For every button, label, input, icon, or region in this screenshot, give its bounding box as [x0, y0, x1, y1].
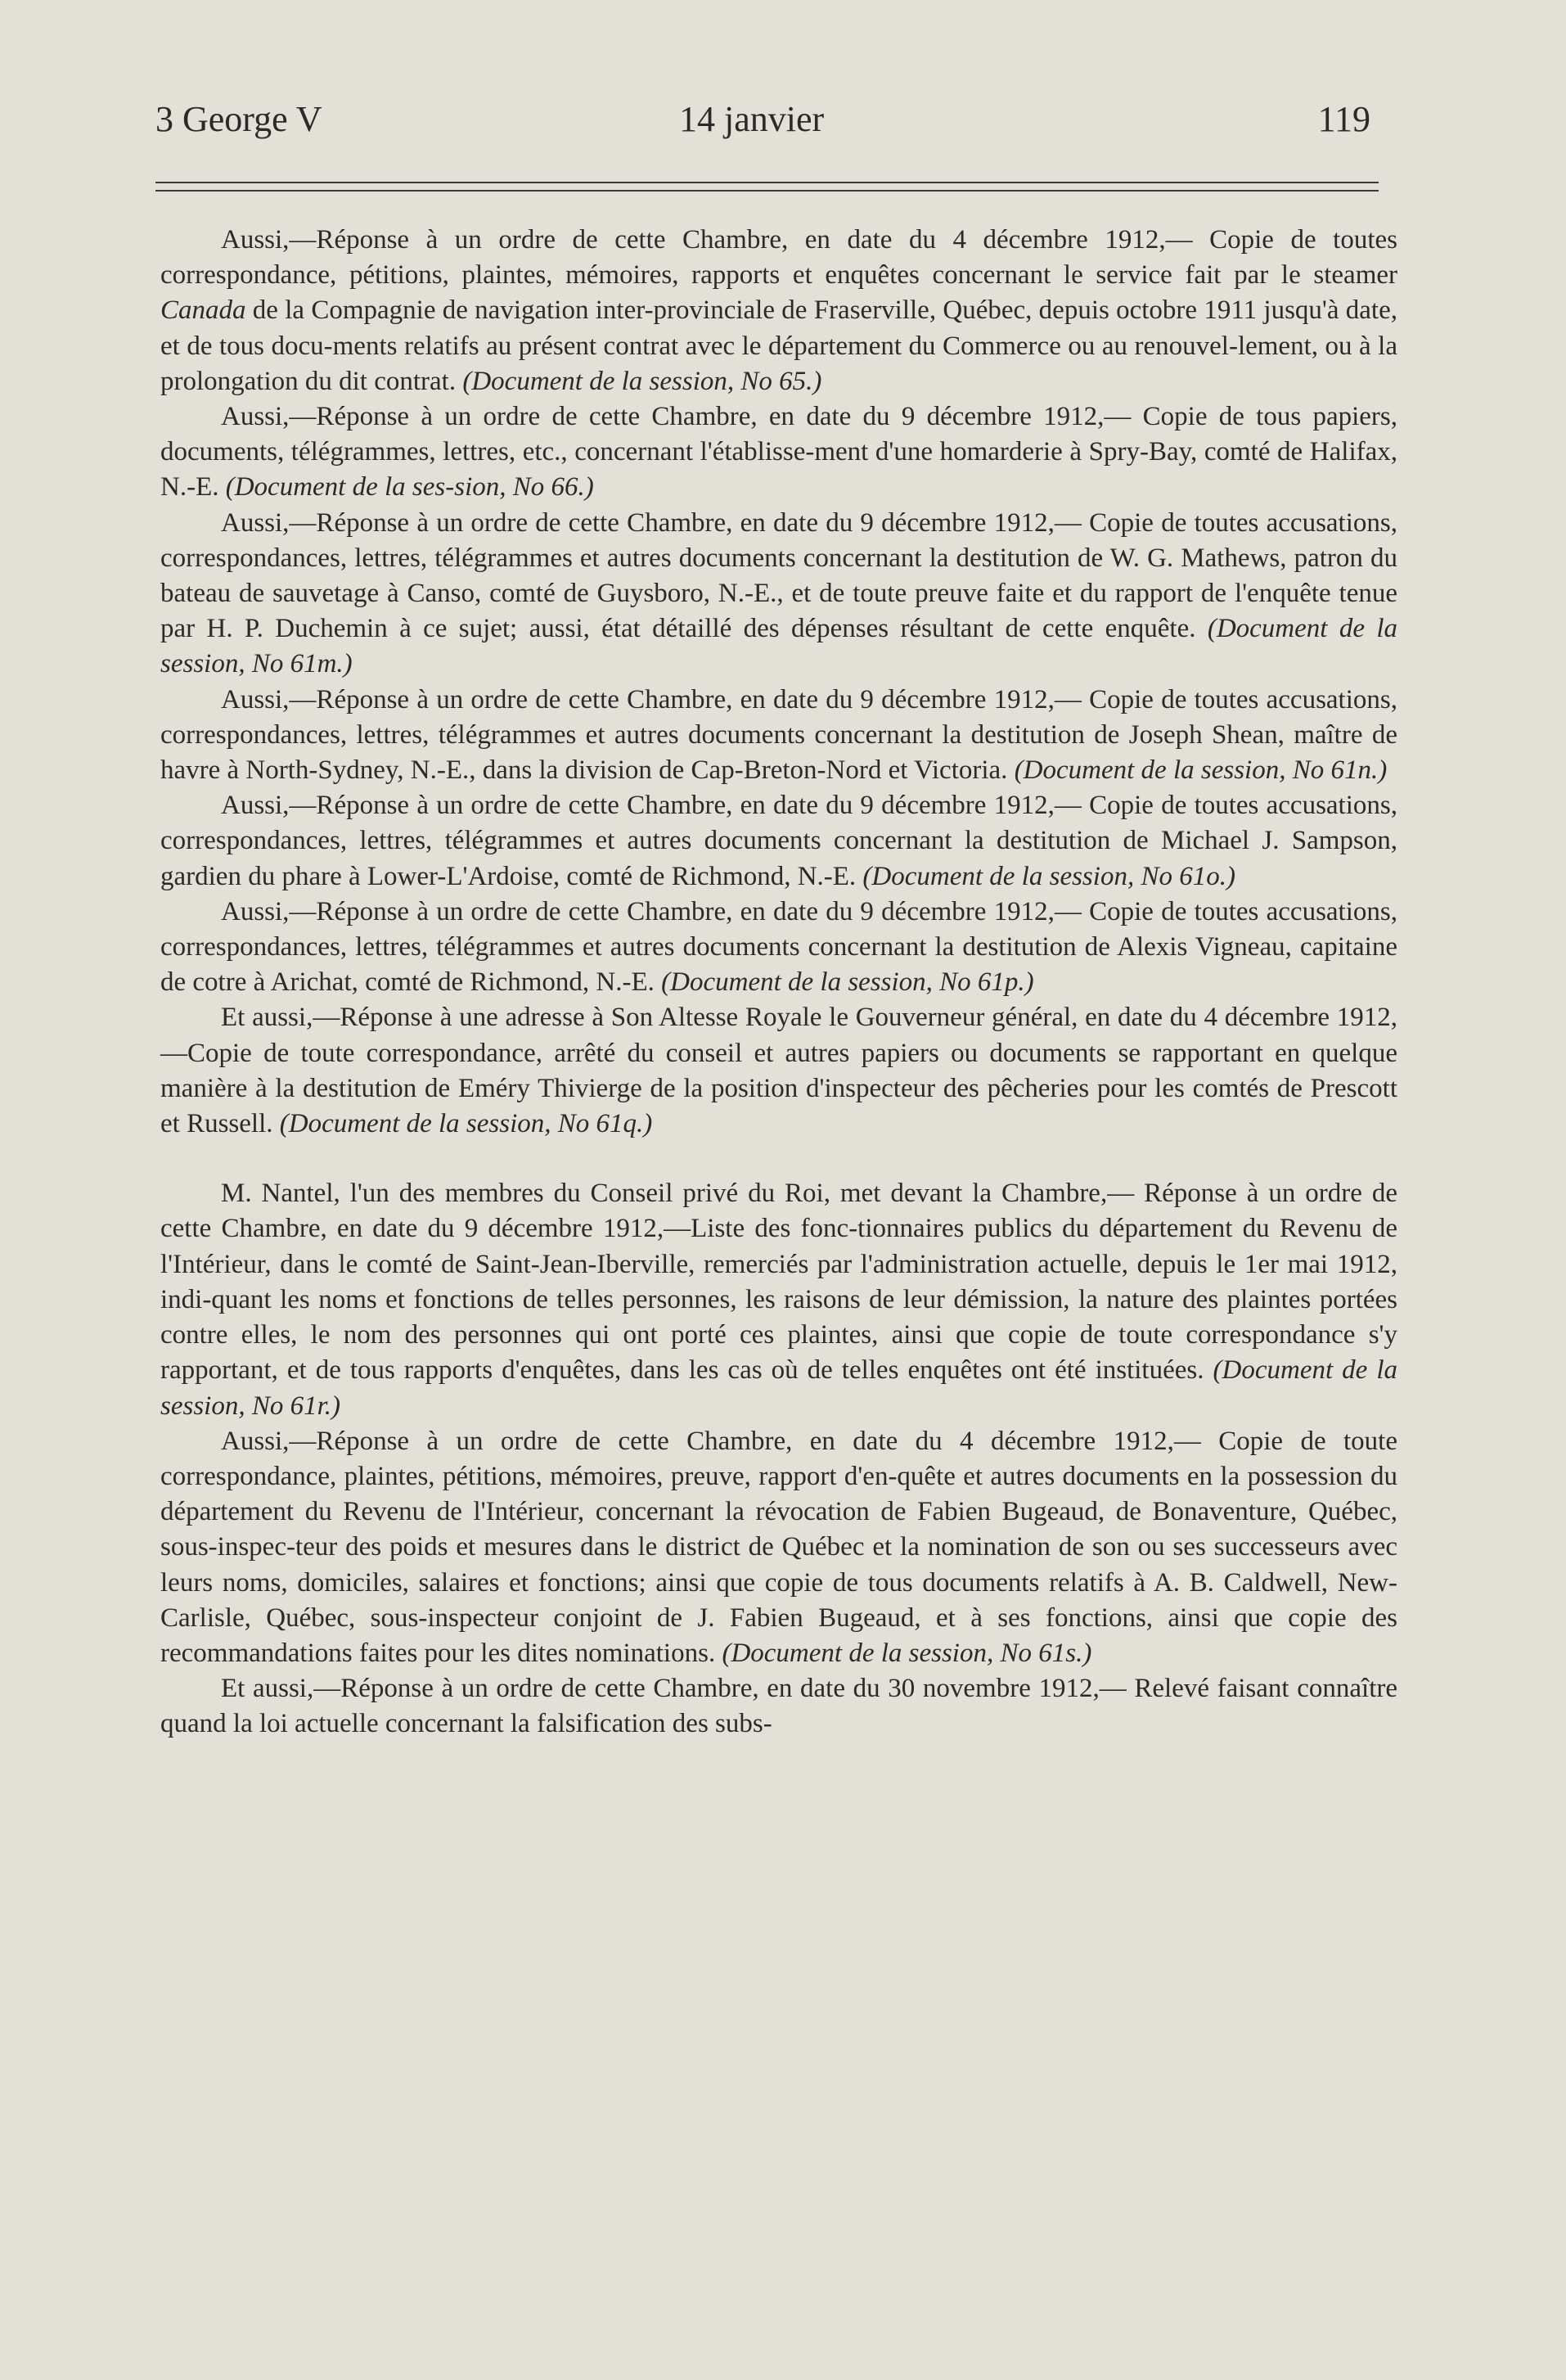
paragraph-text: de la Compagnie de navigation inter-provinciale de Fraserville, Québec, depuis octobre 1911 jusqu'à date, et de tous docu-ments relatifs au présent contrat avec le département du Commerce ou au renouvel-lement, ou à la prolongation du dit contrat. [160, 295, 1397, 396]
paragraph-text: Et aussi,—Réponse à un ordre de cette Chambre, en date du 30 novembre 1912,— Relevé faisant connaître quand la loi actuelle concernant la falsification des subs- [160, 1674, 1397, 1739]
paragraph [160, 506, 1397, 683]
document-reference: (Document de la session, No 61r.) [160, 1355, 1397, 1421]
body-text [160, 223, 1397, 1742]
document-reference: (Document de la session, No 65.) [462, 366, 822, 396]
paragraph [160, 1424, 1397, 1671]
paragraph-text: Aussi,—Réponse à un ordre de cette Chambre, en date du 4 décembre 1912,— Copie de toute correspondance, plaintes, pétitions, mémoires, preuve, rapport d'en-quête et autres documents en la possession du département du Revenu de l'Intérieur, concernant la révocation de Fabien Bugeaud, de Bonaventure, Québec, sous-inspec-teur des poids et mesures dans le district de Québec et la nomination de son ou ses successeurs avec leurs noms, domiciles, salaires et fonctions; ainsi que copie de tous documents relatifs à A. B. Caldwell, New-Carlisle, Québec, sous-inspecteur conjoint de J. Fabien Bugeaud, et à ses fonctions, ainsi que copie des recommandations faites pour les dites nominations. [160, 1426, 1397, 1668]
ship-name: Canada [160, 295, 246, 326]
paragraph-text: Aussi,—Réponse à un ordre de cette Chambre, en date du 9 décembre 1912,— Copie de toutes accusations, correspondances, lettres, télégrammes et autres documents concernant la destitution de Alexis Vigneau, capitaine de cotre à Arichat, comté de Richmond, N.-E. [160, 896, 1397, 998]
document-reference: (Document de la session, No 61n.) [1014, 755, 1388, 786]
document-reference: (Document de la session, No 61o.) [862, 861, 1235, 891]
document-reference: (Document de la session, No 61p.) [661, 967, 1034, 998]
paragraph [160, 683, 1397, 789]
paragraph [160, 1000, 1397, 1142]
paragraph-text: Aussi,—Réponse à un ordre de cette Chambre, en date du 4 décembre 1912,— Copie de toutes correspondance, pétitions, plaintes, mémoires, rapports et enquêtes concernant le service fait par le steamer [160, 225, 1397, 291]
paragraph [160, 399, 1397, 506]
running-header [155, 98, 1379, 156]
paragraph-text: Aussi,—Réponse à un ordre de cette Chambre, en date du 9 décembre 1912,— Copie de toutes accusations, correspondances, lettres, télégrammes et autres documents concernant la destitution de W. G. Mathews, patron du bateau de sauvetage à Canso, comté de Guysboro, N.-E., et de toute preuve faite et du rapport de l'enquête tenue par H. P. Duchemin à ce sujet; aussi, état détaillé des dépenses résultant de cette enquête. [160, 507, 1397, 644]
document-reference: (Document de la session, No 61q.) [279, 1109, 653, 1139]
header-regnal-year: 3 George V [155, 99, 322, 139]
paragraph-text: Et aussi,—Réponse à une adresse à Son Altesse Royale le Gouverneur général, en date du 4 décembre 1912,—Copie de toute correspondance, arrêté du conseil et autres papiers ou documents se rapportant en quelque manière à la destitution de Eméry Thivierge de la position d'inspecteur des pêcheries pour les comtés de Prescott et Russell. [160, 1003, 1397, 1139]
paragraph-text: Aussi,—Réponse à un ordre de cette Chambre, en date du 9 décembre 1912,— Copie de tous papiers, documents, télégrammes, lettres, etc., concernant l'établisse-ment d'une homarderie à Spry-Bay, comté de Halifax, N.-E. [160, 402, 1397, 503]
page-number: 119 [1317, 99, 1370, 139]
paragraph [160, 223, 1397, 399]
paragraph [160, 788, 1397, 895]
paragraph [160, 895, 1397, 1001]
document-reference: (Document de la session, No 61s.) [722, 1638, 1092, 1668]
paragraph-text: Aussi,—Réponse à un ordre de cette Chambre, en date du 9 décembre 1912,— Copie de toutes accusations, correspondances, lettres, télégrammes et autres documents concernant la destitution de Michael J. Sampson, gardien du phare à Lower-L'Ardoise, comté de Richmond, N.-E. [160, 791, 1397, 891]
paragraph-text: Aussi,—Réponse à un ordre de cette Chambre, en date du 9 décembre 1912,— Copie de toutes accusations, correspondances, lettres, télégrammes et autres documents concernant la destitution de Joseph Shean, maître de havre à North-Sydney, N.-E., dans la division de Cap-Breton-Nord et Victoria. [160, 684, 1397, 786]
paragraph [160, 1176, 1397, 1423]
header-rule [155, 182, 1379, 192]
header-date: 14 janvier [679, 99, 825, 139]
paragraph [160, 1671, 1397, 1742]
document-reference: (Document de la session, No 61m.) [160, 614, 1397, 679]
document-reference: (Document de la ses-sion, No 66.) [225, 472, 594, 503]
paragraph-text: M. Nantel, l'un des membres du Conseil privé du Roi, met devant la Chambre,— Réponse à un ordre de cette Chambre, en date du 9 décembre 1912,—Liste des fonc-tionnaires publics du département du Revenu de l'Intérieur, dans le comté de Saint-Jean-Iberville, remerciés par l'administration actuelle, depuis le 1er mai 1912, indi-quant les noms et fonctions de telles personnes, les raisons de leur démission, la nature des plaintes portées contre elles, le nom des personnes qui ont porté ces plaintes, ainsi que copie de toute correspondance s'y rapportant, et de tous rapports d'enquêtes, dans les cas où de telles enquêtes ont été instituées. [160, 1179, 1397, 1386]
